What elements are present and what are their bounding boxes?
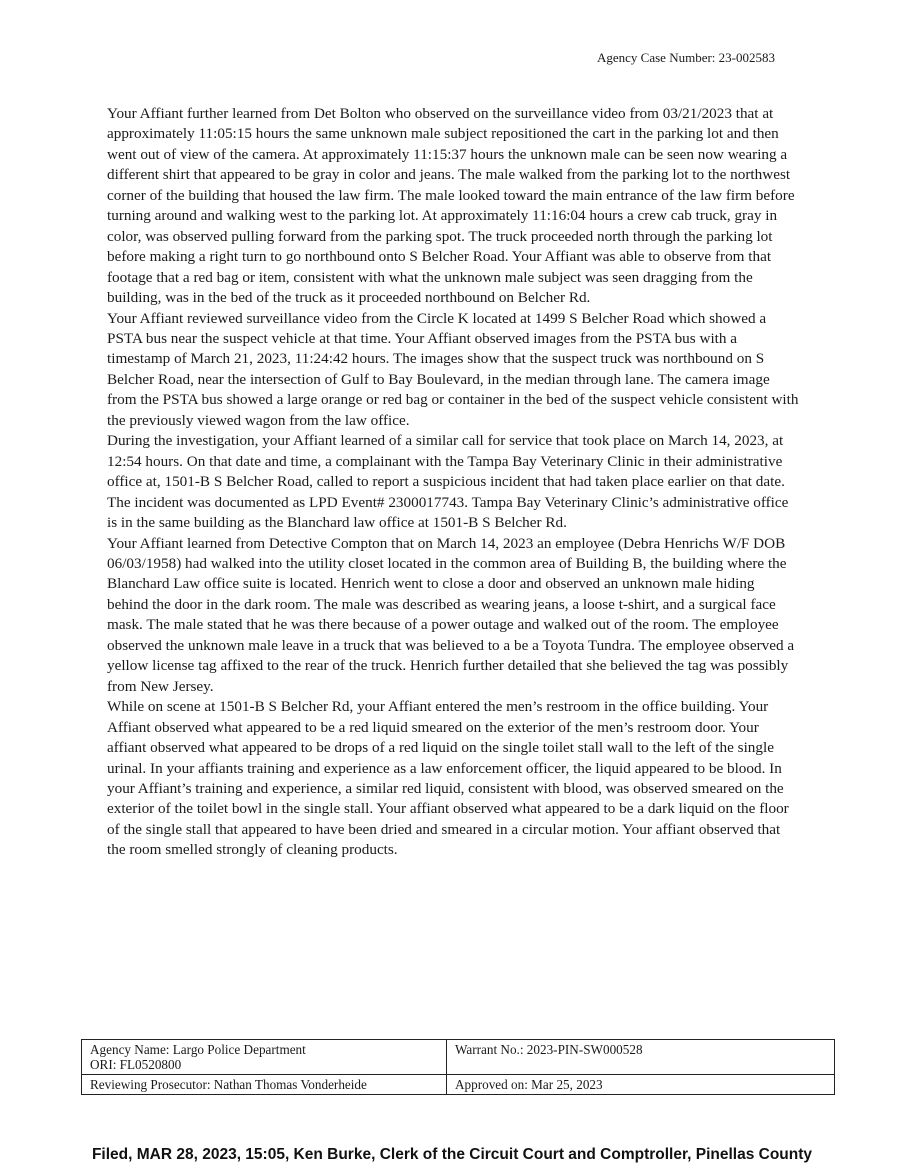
paragraph-restroom-observation: While on scene at 1501-B S Belcher Rd, your Affiant entered the men’s restroom in the office building. Your Affiant observed what appeared to be a red liquid smeared on the exterior of the men’s restroom door. Your affiant observed what appeared to be drops of a red liquid on the single toilet stall wall to the left of the single urinal. In your affiants training and experience as a law enforcement officer, the liquid appeared to be blood. In your Affiant’s training and experience, a similar red liquid, consistent with blood, was observed smeared on the exterior of the toilet bowl in the single stall. Your affiant observed what appeared to be a dark liquid on the floor of the single stall that appeared to have been dried and smeared in a circular motion. Your affiant observed that the room smelled strongly of cleaning products. [107, 698, 789, 859]
approved-on: Approved on: Mar 25, 2023 [455, 1077, 603, 1092]
agency-case-number: Agency Case Number: 23-002583 [597, 50, 775, 65]
agency-cell [82, 1040, 447, 1075]
warrant-cell [447, 1040, 835, 1075]
table-row [82, 1075, 835, 1095]
ori-number: ORI: FL0520800 [90, 1057, 182, 1072]
affidavit-body [107, 104, 799, 861]
paragraph-psta-timestamp: timestamp of March 21, 2023, 11:24:42 hours. The images show that the suspect truck was northbound on S Belcher Road, near the intersection of Gulf to Bay Boulevard, in the median through lane. The camera image from the PSTA bus showed a large orange or red bag or container in the bed of the suspect vehicle consistent with the previously viewed wagon from the law office. [107, 350, 799, 429]
warrant-number: Warrant No.: 2023-PIN-SW000528 [455, 1042, 643, 1057]
approved-cell [447, 1075, 835, 1095]
filed-stamp: Filed, MAR 28, 2023, 15:05, Ken Burke, Clerk of the Circuit Court and Comptroller, Pinellas County [91, 1146, 813, 1163]
table-row [82, 1040, 835, 1075]
warrant-info-table [81, 1039, 835, 1095]
paragraph-circle-k: Your Affiant reviewed surveillance video from the Circle K located at 1499 S Belcher Road which showed a PSTA bus near the suspect vehicle at that time. Your Affiant observed images from the PSTA bus with a [107, 309, 767, 347]
paragraph-surveillance-video: Your Affiant further learned from Det Bolton who observed on the surveillance video from 03/21/2023 that at approximately 11:05:15 hours the same unknown male subject repositioned the cart in the parking lot and then went out of view of the camera. At approximately 11:15:37 hours the unknown male can be seen now wearing a different shirt that appeared to be gray in color and jeans. The male walked from the parking lot to the northwest corner of the building that housed the law firm. The male looked toward the main entrance of the law firm before turning around and walking west to the parking lot. At approximately 11:16:04 hours a crew cab truck, gray in color, was observed pulling forward from the parking spot. The truck proceeded north through the parking lot before making a right turn to go northbound onto S Belcher Road. Your Affiant was able to observe from that footage that a red bag or item, consistent with what the unknown male subject was seen dragging from the building, was in the bed of the truck as it proceeded northbound on Belcher Rd. [107, 105, 795, 307]
prosecutor-cell [82, 1075, 447, 1095]
paragraph-similar-call: During the investigation, your Affiant learned of a similar call for service that took place on March 14, 2023, at 12:54 hours. On that date and time, a complainant with the Tampa Bay Veterinary Clinic in their administrative office at, 1501-B S Belcher Road, called to report a suspicious incident that had taken place earlier on that date. The incident was documented as LPD Event# 2300017743. Tampa Bay Veterinary Clinic’s administrative office is in the same building as the Blanchard law office at 1501-B S Belcher Rd. [107, 432, 789, 532]
paragraph-detective-compton: Your Affiant learned from Detective Compton that on March 14, 2023 an employee (Debra Henrichs W/F DOB 06/03/1958) had walked into the utility closet located in the common area of Building B, the building where the Blanchard Law office suite is located. Henrich went to close a door and observed an unknown male hiding behind the door in the dark room. The male was described as wearing jeans, a loose t-shirt, and a surgical face mask. The male stated that he was there because of a power outage and walked out of the room. The employee observed the unknown male leave in a truck that was believed to a be a Toyota Tundra. The employee observed a yellow license tag affixed to the rear of the truck. Henrich further detailed that she believed the tag was possibly from New Jersey. [107, 534, 795, 695]
reviewing-prosecutor: Reviewing Prosecutor: Nathan Thomas Vonderheide [90, 1077, 367, 1092]
agency-name: Agency Name: Largo Police Department [90, 1042, 306, 1057]
